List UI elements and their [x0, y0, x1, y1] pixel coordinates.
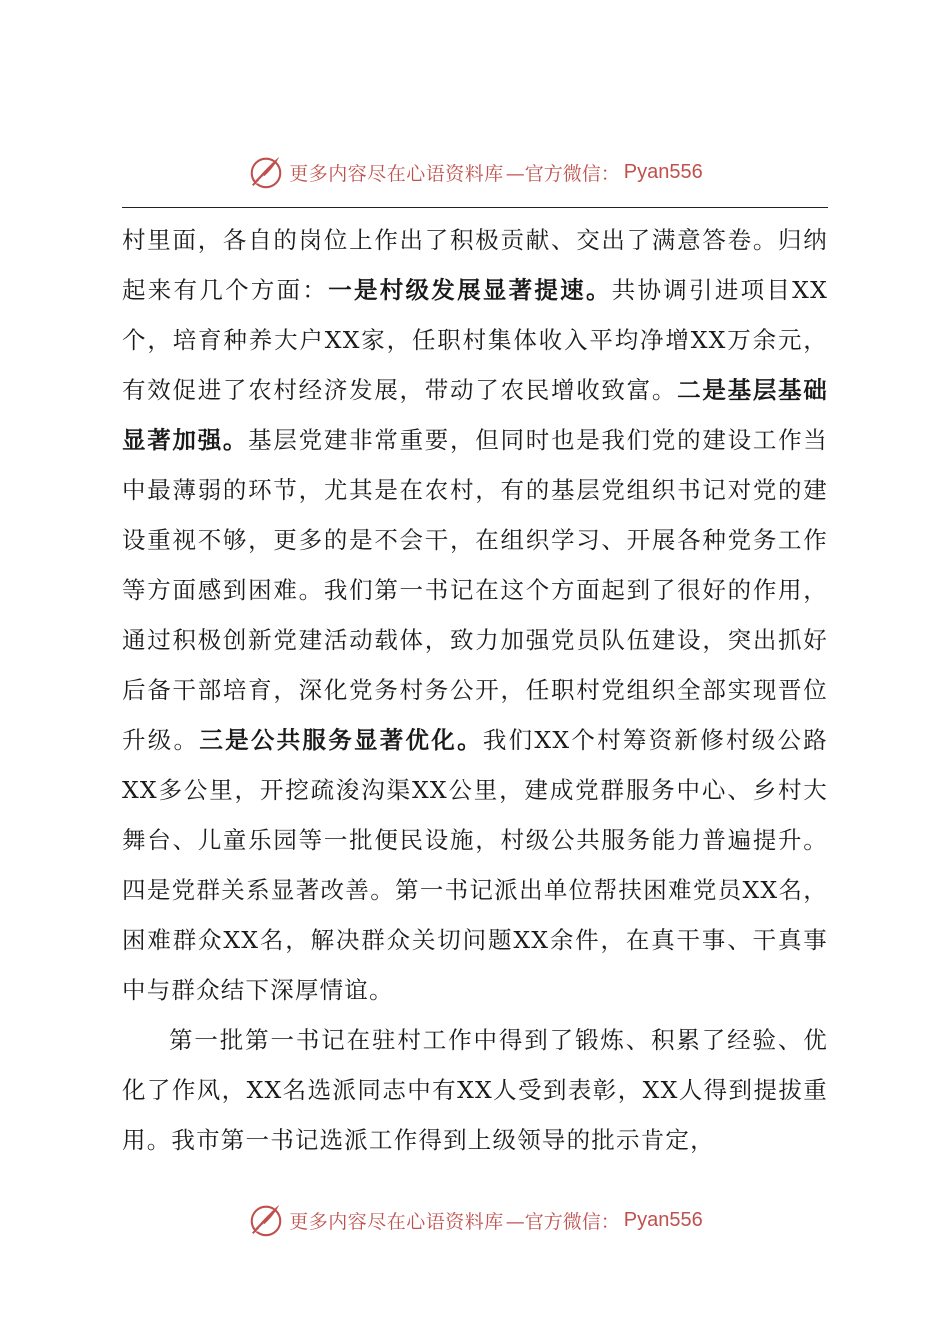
p1-text-2: 共协调引进项目XX个，培育种养大户XX家，任职村集体收入平均净增XX万余元，有效促进了农村经济发展，带动了农民增收致富。 — [122, 276, 828, 404]
quill-logo-icon — [247, 1201, 285, 1239]
quill-logo-icon — [247, 153, 285, 191]
p1-text-1: 村里面，各自的岗位上作出了积极贡献、交出了满意答卷。归纳起来有几个方面： — [122, 226, 828, 304]
paragraph-1 — [122, 215, 828, 1015]
footer-watermark-banner — [0, 1198, 950, 1242]
header-divider — [122, 207, 828, 208]
header-wechat-label: —官方微信： — [505, 162, 620, 185]
p1-bold-heading-3: 三是公共服务显著优化。 — [199, 726, 483, 754]
header-site-name: 更多内容尽在心语资料库 — [289, 162, 504, 185]
p1-bold-heading-2: 二是基层基础显著加强。 — [122, 376, 828, 454]
header-watermark-banner — [0, 150, 950, 194]
p1-text-3: 基层党建非常重要，但同时也是我们党的建设工作当中最薄弱的环节，尤其是在农村，有的基层党组织书记对党的建设重视不够，更多的是不会干，在组织学习、开展各种党务工作等方面感到困难。我们第一书记在这个方面起到了很好的作用，通过积极创新党建活动载体，致力加强党员队伍建设，突出抓好后备干部培育，深化党务村务公开，任职村党组织全部实现晋位升级。 — [122, 426, 828, 754]
p1-bold-heading-1: 一是村级发展显著提速。 — [328, 276, 612, 304]
header-wechat-id: Pyan556 — [623, 160, 703, 183]
footer-wechat-id: Pyan556 — [623, 1208, 703, 1231]
paragraph-2: 第一批第一书记在驻村工作中得到了锻炼、积累了经验、优化了作风，XX名选派同志中有XX人受到表彰，XX人得到提拔重用。我市第一书记选派工作得到上级领导的批示肯定， — [122, 1026, 828, 1154]
footer-wechat-label: —官方微信： — [505, 1210, 620, 1233]
p1-text-4: 我们XX个村筹资新修村级公路XX多公里，开挖疏浚沟渠XX公里，建成党群服务中心、乡村大舞台、儿童乐园等一批便民设施，村级公共服务能力普遍提升。四是党群关系显著改善。第一书记派出单位帮扶困难党员XX名，困难群众XX名，解决群众关切问题XX余件，在真干事、干真事中与群众结下深厚情谊。 — [122, 726, 828, 1004]
document-body — [122, 215, 828, 1165]
footer-site-name: 更多内容尽在心语资料库 — [289, 1210, 504, 1233]
